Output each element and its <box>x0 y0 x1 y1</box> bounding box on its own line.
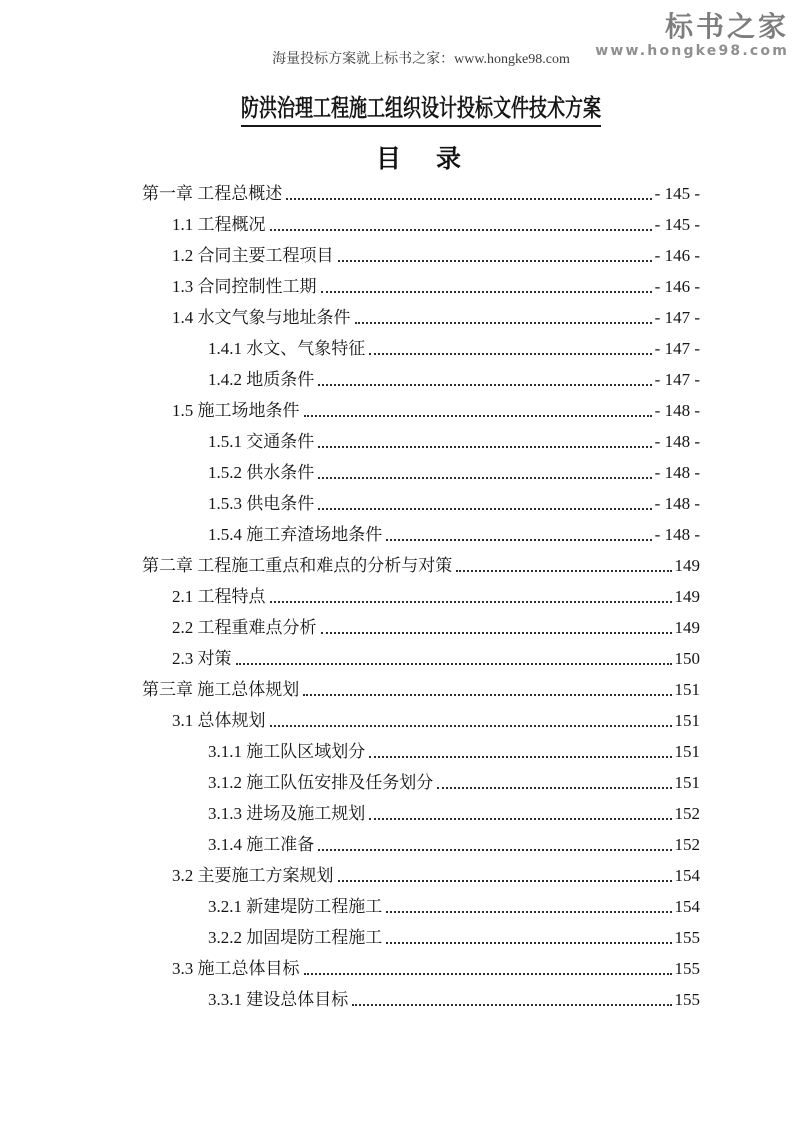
toc-entry[interactable] <box>142 953 700 984</box>
toc-dotted-leader <box>321 291 652 293</box>
toc-entry-label: 2.3 对策 <box>172 649 232 668</box>
toc-dotted-leader <box>270 725 672 727</box>
toc-entry-label: 1.5.1 交通条件 <box>208 432 315 451</box>
toc-dotted-leader <box>355 322 652 324</box>
toc-entry[interactable] <box>142 488 700 519</box>
toc-entry-page: - 147 - <box>654 370 700 389</box>
page-content <box>142 0 700 1015</box>
toc-entry-label: 3.1 总体规划 <box>172 711 266 730</box>
toc-entry-label: 1.4.1 水文、气象特征 <box>208 339 366 358</box>
toc-entry-label: 1.5 施工场地条件 <box>172 401 300 420</box>
toc-entry-page: 155 <box>674 990 700 1009</box>
toc-entry[interactable] <box>142 581 700 612</box>
toc-entry-page: 151 <box>674 711 700 730</box>
toc-dotted-leader <box>369 818 671 820</box>
toc-entry-label: 3.2.2 加固堤防工程施工 <box>208 928 383 947</box>
toc-entry-page: 155 <box>674 928 700 947</box>
toc-dotted-leader <box>318 446 651 448</box>
toc-entry-page: - 146 - <box>654 246 700 265</box>
toc-dotted-leader <box>318 508 651 510</box>
toc-entry-label: 1.5.2 供水条件 <box>208 463 315 482</box>
toc-dotted-leader <box>338 880 672 882</box>
toc-entry-label: 1.3 合同控制性工期 <box>172 277 317 296</box>
toc-dotted-leader <box>386 942 671 944</box>
toc-entry-label: 3.1.2 施工队伍安排及任务划分 <box>208 773 434 792</box>
toc-entry-page: 150 <box>674 649 700 668</box>
toc-entry-label: 3.1.4 施工准备 <box>208 835 315 854</box>
toc-entry-page: 149 <box>674 618 700 637</box>
toc-entry-page: 151 <box>674 773 700 792</box>
toc-dotted-leader <box>386 911 671 913</box>
toc-dotted-leader <box>236 663 672 665</box>
toc-entry-label: 1.2 合同主要工程项目 <box>172 246 334 265</box>
toc-entry-label: 第三章 施工总体规划 <box>142 680 300 699</box>
toc-entry[interactable] <box>142 736 700 767</box>
toc-entry-page: 149 <box>674 587 700 606</box>
toc-entry-label: 1.5.4 施工弃渣场地条件 <box>208 525 383 544</box>
toc-entry[interactable] <box>142 612 700 643</box>
toc-entry-page: - 148 - <box>654 525 700 544</box>
toc-entry-page: - 148 - <box>654 401 700 420</box>
toc-dotted-leader <box>318 477 651 479</box>
toc-entry[interactable] <box>142 550 700 581</box>
toc-entry-page: 155 <box>674 959 700 978</box>
toc-entry-label: 1.4 水文气象与地址条件 <box>172 308 351 327</box>
toc-entry-page: 149 <box>674 556 700 575</box>
toc-entry[interactable] <box>142 860 700 891</box>
toc-dotted-leader <box>321 632 672 634</box>
toc-entry[interactable] <box>142 674 700 705</box>
toc-entry-page: - 145 - <box>654 215 700 234</box>
toc-entry-label: 3.2 主要施工方案规划 <box>172 866 334 885</box>
toc-entry[interactable] <box>142 426 700 457</box>
toc-entry[interactable] <box>142 519 700 550</box>
toc <box>142 178 700 1015</box>
toc-heading: 目 录 <box>375 146 466 173</box>
toc-entry-page: - 145 - <box>654 184 700 203</box>
toc-entry-page: 151 <box>674 742 700 761</box>
toc-entry[interactable] <box>142 364 700 395</box>
toc-entry-page: 152 <box>674 804 700 823</box>
toc-entry-page: 151 <box>674 680 700 699</box>
toc-entry-label: 1.5.3 供电条件 <box>208 494 315 513</box>
toc-entry[interactable] <box>142 178 700 209</box>
toc-entry[interactable] <box>142 333 700 364</box>
header-note: 海量投标方案就上标书之家：www.hongke98.com <box>272 52 570 67</box>
toc-entry-label: 第一章 工程总概述 <box>142 184 283 203</box>
site-logo-url[interactable]: www.hongke98.com <box>595 43 789 59</box>
toc-entry-page: - 147 - <box>654 339 700 358</box>
toc-entry-page: - 146 - <box>654 277 700 296</box>
toc-entry[interactable] <box>142 395 700 426</box>
toc-dotted-leader <box>318 849 671 851</box>
toc-entry-label: 第二章 工程施工重点和难点的分析与对策 <box>142 556 453 575</box>
toc-entry[interactable] <box>142 891 700 922</box>
document-title-row <box>142 95 700 128</box>
document-title: 防洪治理工程施工组织设计投标文件技术方案 <box>241 95 601 127</box>
toc-entry-label: 3.1.1 施工队区域划分 <box>208 742 366 761</box>
toc-dotted-leader <box>338 260 652 262</box>
toc-dotted-leader <box>369 756 671 758</box>
toc-entry-page: - 148 - <box>654 494 700 513</box>
toc-entry-page: 154 <box>674 897 700 916</box>
toc-entry-label: 3.1.3 进场及施工规划 <box>208 804 366 823</box>
toc-entry-label: 3.3.1 建设总体目标 <box>208 990 349 1009</box>
toc-entry-label: 2.2 工程重难点分析 <box>172 618 317 637</box>
toc-entry-label: 1.1 工程概况 <box>172 215 266 234</box>
toc-dotted-leader <box>318 384 651 386</box>
toc-entry-page: 152 <box>674 835 700 854</box>
toc-entry[interactable] <box>142 209 700 240</box>
toc-entry[interactable] <box>142 302 700 333</box>
toc-dotted-leader <box>456 570 671 572</box>
toc-dotted-leader <box>304 973 672 975</box>
toc-dotted-leader <box>437 787 671 789</box>
site-logo-text: 标书之家 <box>664 10 789 43</box>
toc-entry[interactable] <box>142 984 700 1015</box>
toc-dotted-leader <box>286 198 651 200</box>
toc-dotted-leader <box>270 601 672 603</box>
toc-entry-label: 3.2.1 新建堤防工程施工 <box>208 897 383 916</box>
toc-entry-label: 3.3 施工总体目标 <box>172 959 300 978</box>
toc-entry[interactable] <box>142 240 700 271</box>
toc-entry-page: - 148 - <box>654 432 700 451</box>
toc-dotted-leader <box>270 229 652 231</box>
toc-entry-page: - 147 - <box>654 308 700 327</box>
toc-dotted-leader <box>369 353 651 355</box>
toc-entry-page: 154 <box>674 866 700 885</box>
toc-entry[interactable] <box>142 829 700 860</box>
toc-entry[interactable] <box>142 798 700 829</box>
toc-dotted-leader <box>304 415 652 417</box>
toc-entry[interactable] <box>142 767 700 798</box>
toc-entry-label: 1.4.2 地质条件 <box>208 370 315 389</box>
toc-entry[interactable] <box>142 922 700 953</box>
toc-entry[interactable] <box>142 271 700 302</box>
toc-dotted-leader <box>303 694 671 696</box>
toc-entry-page: - 148 - <box>654 463 700 482</box>
toc-entry[interactable] <box>142 643 700 674</box>
toc-dotted-leader <box>352 1004 671 1006</box>
toc-entry[interactable] <box>142 457 700 488</box>
toc-dotted-leader <box>386 539 651 541</box>
toc-entry[interactable] <box>142 705 700 736</box>
toc-entry-label: 2.1 工程特点 <box>172 587 266 606</box>
